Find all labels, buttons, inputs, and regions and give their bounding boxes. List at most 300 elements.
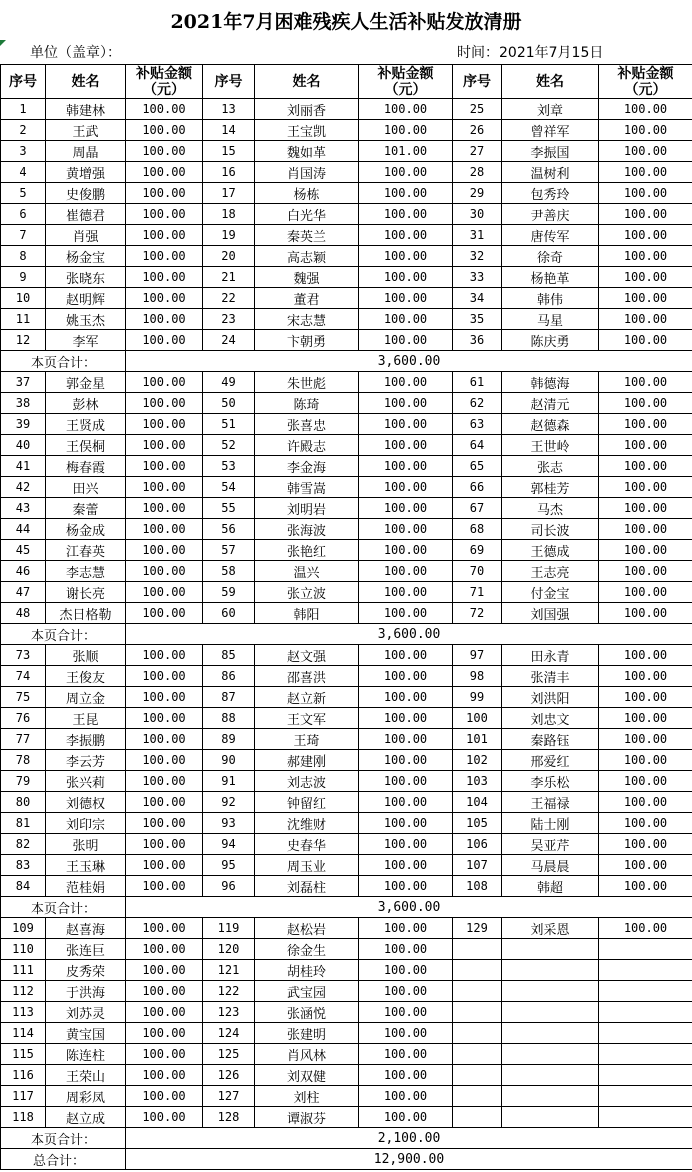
seq-cell: 43 <box>1 498 46 519</box>
seq-cell: 83 <box>1 855 46 876</box>
name-cell: 武宝园 <box>255 981 359 1002</box>
table-row <box>1 813 692 834</box>
seq-cell: 100 <box>453 708 502 729</box>
name-cell: 彭林 <box>46 393 126 414</box>
seq-cell: 42 <box>1 477 46 498</box>
name-cell: 张晓东 <box>46 267 126 288</box>
name-cell: 于洪海 <box>46 981 126 1002</box>
amount-cell: 100.00 <box>359 393 453 414</box>
seq-cell: 71 <box>453 582 502 603</box>
empty-cell <box>599 939 692 960</box>
seq-cell: 24 <box>203 330 255 351</box>
amount-cell: 100.00 <box>126 183 203 204</box>
empty-cell <box>502 1023 599 1044</box>
seq-cell: 101 <box>453 729 502 750</box>
table-row <box>1 1023 692 1044</box>
seq-cell: 91 <box>203 771 255 792</box>
header-amount: 补贴金额 （元） <box>359 65 453 99</box>
amount-cell: 100.00 <box>359 540 453 561</box>
name-cell: 唐传军 <box>502 225 599 246</box>
header-seq: 序号 <box>203 65 255 99</box>
amount-cell: 101.00 <box>359 141 453 162</box>
header-name: 姓名 <box>255 65 359 99</box>
seq-cell: 2 <box>1 120 46 141</box>
seq-cell: 123 <box>203 1002 255 1023</box>
amount-cell: 100.00 <box>126 435 203 456</box>
table-row <box>1 729 692 750</box>
amount-cell: 100.00 <box>359 729 453 750</box>
name-cell: 陈连柱 <box>46 1044 126 1065</box>
name-cell: 郝建刚 <box>255 750 359 771</box>
table-row <box>1 330 692 351</box>
name-cell: 张涵悦 <box>255 1002 359 1023</box>
table-row <box>1 561 692 582</box>
name-cell: 江春英 <box>46 540 126 561</box>
seq-cell: 102 <box>453 750 502 771</box>
seq-cell: 68 <box>453 519 502 540</box>
name-cell: 黄宝国 <box>46 1023 126 1044</box>
name-cell: 赵德森 <box>502 414 599 435</box>
amount-cell: 100.00 <box>126 498 203 519</box>
seq-cell: 104 <box>453 792 502 813</box>
amount-cell: 100.00 <box>126 981 203 1002</box>
table-row <box>1 981 692 1002</box>
name-cell: 王昆 <box>46 708 126 729</box>
name-cell: 刘磊柱 <box>255 876 359 897</box>
seq-cell: 63 <box>453 414 502 435</box>
table-row <box>1 645 692 666</box>
amount-cell: 100.00 <box>359 99 453 120</box>
seq-cell: 1 <box>1 99 46 120</box>
name-cell: 马晨晨 <box>502 855 599 876</box>
seq-cell: 10 <box>1 288 46 309</box>
amount-cell: 100.00 <box>126 561 203 582</box>
table-row <box>1 435 692 456</box>
name-cell: 梅春霞 <box>46 456 126 477</box>
name-cell: 张喜忠 <box>255 414 359 435</box>
seq-cell: 18 <box>203 204 255 225</box>
table-row <box>1 750 692 771</box>
name-cell: 史春华 <box>255 834 359 855</box>
seq-cell: 5 <box>1 183 46 204</box>
seq-cell: 99 <box>453 687 502 708</box>
seq-cell: 97 <box>453 645 502 666</box>
name-cell: 刘忠文 <box>502 708 599 729</box>
amount-cell: 100.00 <box>126 519 203 540</box>
amount-cell: 100.00 <box>126 456 203 477</box>
subsidy-table <box>0 64 692 1170</box>
empty-cell <box>453 1065 502 1086</box>
name-cell: 钟留红 <box>255 792 359 813</box>
name-cell: 王福禄 <box>502 792 599 813</box>
name-cell: 司长波 <box>502 519 599 540</box>
amount-cell: 100.00 <box>126 1107 203 1128</box>
header-amount: 补贴金额 （元） <box>126 65 203 99</box>
amount-cell: 100.00 <box>126 330 203 351</box>
amount-cell: 100.00 <box>359 498 453 519</box>
name-cell: 刘国强 <box>502 603 599 624</box>
name-cell: 韩雪嵩 <box>255 477 359 498</box>
amount-cell: 100.00 <box>359 414 453 435</box>
empty-cell <box>502 981 599 1002</box>
seq-cell: 84 <box>1 876 46 897</box>
empty-cell <box>502 939 599 960</box>
name-cell: 卞朝勇 <box>255 330 359 351</box>
seq-cell: 127 <box>203 1086 255 1107</box>
name-cell: 肖国涛 <box>255 162 359 183</box>
amount-cell: 100.00 <box>359 855 453 876</box>
name-cell: 杰日格勒 <box>46 603 126 624</box>
name-cell: 王俣桐 <box>46 435 126 456</box>
seq-cell: 116 <box>1 1065 46 1086</box>
amount-cell: 100.00 <box>599 687 692 708</box>
name-cell: 秦路钰 <box>502 729 599 750</box>
amount-cell: 100.00 <box>599 477 692 498</box>
table-row <box>1 267 692 288</box>
header-row <box>1 65 692 99</box>
seq-cell: 40 <box>1 435 46 456</box>
name-cell: 李云芳 <box>46 750 126 771</box>
amount-cell: 100.00 <box>359 666 453 687</box>
name-cell: 张立波 <box>255 582 359 603</box>
seq-cell: 3 <box>1 141 46 162</box>
amount-cell: 100.00 <box>359 981 453 1002</box>
amount-cell: 100.00 <box>126 204 203 225</box>
seq-cell: 70 <box>453 561 502 582</box>
amount-cell: 100.00 <box>359 708 453 729</box>
seq-cell: 33 <box>453 267 502 288</box>
amount-cell: 100.00 <box>359 246 453 267</box>
amount-cell: 100.00 <box>599 330 692 351</box>
amount-cell: 100.00 <box>126 813 203 834</box>
seq-cell: 124 <box>203 1023 255 1044</box>
empty-cell <box>502 1044 599 1065</box>
seq-cell: 128 <box>203 1107 255 1128</box>
amount-cell: 100.00 <box>599 183 692 204</box>
name-cell: 姚玉杰 <box>46 309 126 330</box>
seq-cell: 44 <box>1 519 46 540</box>
amount-cell: 100.00 <box>359 225 453 246</box>
seq-cell: 77 <box>1 729 46 750</box>
amount-cell: 100.00 <box>359 1107 453 1128</box>
seq-cell: 25 <box>453 99 502 120</box>
seq-cell: 121 <box>203 960 255 981</box>
seq-cell: 92 <box>203 792 255 813</box>
seq-cell: 27 <box>453 141 502 162</box>
amount-cell: 100.00 <box>599 750 692 771</box>
amount-cell: 100.00 <box>599 435 692 456</box>
amount-cell: 100.00 <box>126 771 203 792</box>
amount-cell: 100.00 <box>126 225 203 246</box>
amount-cell: 100.00 <box>359 288 453 309</box>
name-cell: 马杰 <box>502 498 599 519</box>
amount-cell: 100.00 <box>126 288 203 309</box>
seq-cell: 96 <box>203 876 255 897</box>
seq-cell: 51 <box>203 414 255 435</box>
seq-cell: 76 <box>1 708 46 729</box>
amount-cell: 100.00 <box>599 162 692 183</box>
amount-cell: 100.00 <box>126 99 203 120</box>
name-cell: 宋志慧 <box>255 309 359 330</box>
seq-cell: 14 <box>203 120 255 141</box>
name-cell: 谭淑芬 <box>255 1107 359 1128</box>
seq-cell: 61 <box>453 372 502 393</box>
seq-cell: 111 <box>1 960 46 981</box>
seq-cell: 89 <box>203 729 255 750</box>
amount-cell: 100.00 <box>359 330 453 351</box>
seq-cell: 16 <box>203 162 255 183</box>
page-title: 2021年7月困难残疾人生活补贴发放清册 <box>170 11 522 33</box>
subtotal-label: 本页合计： <box>1 351 126 372</box>
name-cell: 王琦 <box>255 729 359 750</box>
subtotal-label: 本页合计： <box>1 624 126 645</box>
subtotal-row <box>1 1128 692 1149</box>
name-cell: 郭桂芳 <box>502 477 599 498</box>
seq-cell: 109 <box>1 918 46 939</box>
subtotal-label: 本页合计： <box>1 897 126 918</box>
table-row <box>1 288 692 309</box>
amount-cell: 100.00 <box>126 603 203 624</box>
seq-cell: 117 <box>1 1086 46 1107</box>
table-row <box>1 99 692 120</box>
seq-cell: 118 <box>1 1107 46 1128</box>
amount-cell: 100.00 <box>359 582 453 603</box>
seq-cell: 46 <box>1 561 46 582</box>
name-cell: 温兴 <box>255 561 359 582</box>
name-cell: 郭金星 <box>46 372 126 393</box>
amount-cell: 100.00 <box>599 204 692 225</box>
amount-cell: 100.00 <box>599 918 692 939</box>
name-cell: 邵喜洪 <box>255 666 359 687</box>
amount-cell: 100.00 <box>126 267 203 288</box>
amount-cell: 100.00 <box>126 141 203 162</box>
seq-cell: 9 <box>1 267 46 288</box>
amount-cell: 100.00 <box>126 1065 203 1086</box>
name-cell: 张艳红 <box>255 540 359 561</box>
amount-cell: 100.00 <box>599 141 692 162</box>
amount-cell: 100.00 <box>599 666 692 687</box>
amount-cell: 100.00 <box>126 540 203 561</box>
amount-cell: 100.00 <box>126 120 203 141</box>
name-cell: 范桂娟 <box>46 876 126 897</box>
name-cell: 肖强 <box>46 225 126 246</box>
table-row <box>1 309 692 330</box>
amount-cell: 100.00 <box>359 267 453 288</box>
amount-cell: 100.00 <box>599 246 692 267</box>
name-cell: 皮秀荣 <box>46 960 126 981</box>
seq-cell: 39 <box>1 414 46 435</box>
seq-cell: 64 <box>453 435 502 456</box>
amount-cell: 100.00 <box>599 876 692 897</box>
seq-cell: 45 <box>1 540 46 561</box>
table-row <box>1 540 692 561</box>
name-cell: 沈维财 <box>255 813 359 834</box>
name-cell: 李振鹏 <box>46 729 126 750</box>
seq-cell: 22 <box>203 288 255 309</box>
table-row <box>1 687 692 708</box>
name-cell: 赵清元 <box>502 393 599 414</box>
amount-cell: 100.00 <box>599 519 692 540</box>
seq-cell: 107 <box>453 855 502 876</box>
seq-cell: 74 <box>1 666 46 687</box>
seq-cell: 90 <box>203 750 255 771</box>
table-row <box>1 1044 692 1065</box>
name-cell: 张兴莉 <box>46 771 126 792</box>
table-row <box>1 834 692 855</box>
table-row <box>1 792 692 813</box>
seq-cell: 60 <box>203 603 255 624</box>
name-cell: 王武 <box>46 120 126 141</box>
seq-cell: 7 <box>1 225 46 246</box>
grand-total-row <box>1 1149 692 1170</box>
name-cell: 徐奇 <box>502 246 599 267</box>
name-cell: 温树利 <box>502 162 599 183</box>
empty-cell <box>599 1044 692 1065</box>
name-cell: 王俊友 <box>46 666 126 687</box>
name-cell: 董君 <box>255 288 359 309</box>
seq-cell: 56 <box>203 519 255 540</box>
subtotal-row <box>1 351 692 372</box>
table-row <box>1 1065 692 1086</box>
name-cell: 李军 <box>46 330 126 351</box>
name-cell: 张清丰 <box>502 666 599 687</box>
amount-cell: 100.00 <box>126 708 203 729</box>
name-cell: 肖风林 <box>255 1044 359 1065</box>
seq-cell: 55 <box>203 498 255 519</box>
seq-cell: 31 <box>453 225 502 246</box>
amount-cell: 100.00 <box>599 456 692 477</box>
seq-cell: 52 <box>203 435 255 456</box>
table-body <box>1 99 692 1170</box>
seq-cell: 72 <box>453 603 502 624</box>
amount-cell: 100.00 <box>359 792 453 813</box>
empty-cell <box>502 1107 599 1128</box>
empty-cell <box>599 1086 692 1107</box>
name-cell: 马星 <box>502 309 599 330</box>
table-row <box>1 960 692 981</box>
seq-cell: 29 <box>453 183 502 204</box>
name-cell: 张海波 <box>255 519 359 540</box>
amount-cell: 100.00 <box>359 561 453 582</box>
seq-cell: 129 <box>453 918 502 939</box>
table-row <box>1 372 692 393</box>
name-cell: 曾祥军 <box>502 120 599 141</box>
empty-cell <box>599 1065 692 1086</box>
name-cell: 王德成 <box>502 540 599 561</box>
amount-cell: 100.00 <box>126 309 203 330</box>
subtotal-row <box>1 624 692 645</box>
seq-cell: 112 <box>1 981 46 1002</box>
name-cell: 徐金生 <box>255 939 359 960</box>
name-cell: 王志亮 <box>502 561 599 582</box>
table-row <box>1 498 692 519</box>
name-cell: 高志颖 <box>255 246 359 267</box>
seq-cell: 122 <box>203 981 255 1002</box>
name-cell: 魏强 <box>255 267 359 288</box>
amount-cell: 100.00 <box>359 120 453 141</box>
amount-cell: 100.00 <box>359 435 453 456</box>
seq-cell: 36 <box>453 330 502 351</box>
amount-cell: 100.00 <box>359 456 453 477</box>
seq-cell: 21 <box>203 267 255 288</box>
table-row <box>1 456 692 477</box>
name-cell: 张志 <box>502 456 599 477</box>
cell-indicator-icon <box>0 40 6 46</box>
name-cell: 崔德君 <box>46 204 126 225</box>
seq-cell: 67 <box>453 498 502 519</box>
amount-cell: 100.00 <box>359 1044 453 1065</box>
header-seq: 序号 <box>1 65 46 99</box>
table-row <box>1 876 692 897</box>
amount-cell: 100.00 <box>126 477 203 498</box>
name-cell: 周晶 <box>46 141 126 162</box>
amount-cell: 100.00 <box>359 960 453 981</box>
name-cell: 朱世彪 <box>255 372 359 393</box>
amount-cell: 100.00 <box>359 1086 453 1107</box>
name-cell: 韩阳 <box>255 603 359 624</box>
empty-cell <box>599 981 692 1002</box>
header-name: 姓名 <box>502 65 599 99</box>
subtotal-row <box>1 897 692 918</box>
amount-cell: 100.00 <box>359 876 453 897</box>
seq-cell: 58 <box>203 561 255 582</box>
table-row <box>1 162 692 183</box>
seq-cell: 80 <box>1 792 46 813</box>
empty-cell <box>599 1002 692 1023</box>
table-row <box>1 120 692 141</box>
name-cell: 包秀玲 <box>502 183 599 204</box>
amount-cell: 100.00 <box>599 414 692 435</box>
amount-cell: 100.00 <box>126 666 203 687</box>
amount-cell: 100.00 <box>359 372 453 393</box>
table-row <box>1 225 692 246</box>
name-cell: 邢爱红 <box>502 750 599 771</box>
name-cell: 秦英兰 <box>255 225 359 246</box>
amount-cell: 100.00 <box>359 813 453 834</box>
name-cell: 周立金 <box>46 687 126 708</box>
name-cell: 魏如革 <box>255 141 359 162</box>
name-cell: 刘明岩 <box>255 498 359 519</box>
seq-cell: 81 <box>1 813 46 834</box>
name-cell: 赵喜海 <box>46 918 126 939</box>
grand-total-label: 总合计： <box>1 1149 126 1170</box>
name-cell: 赵明辉 <box>46 288 126 309</box>
amount-cell: 100.00 <box>359 603 453 624</box>
name-cell: 周彩凤 <box>46 1086 126 1107</box>
name-cell: 刘印宗 <box>46 813 126 834</box>
name-cell: 张连巨 <box>46 939 126 960</box>
seq-cell: 106 <box>453 834 502 855</box>
empty-cell <box>502 1086 599 1107</box>
amount-cell: 100.00 <box>359 162 453 183</box>
seq-cell: 20 <box>203 246 255 267</box>
amount-cell: 100.00 <box>599 792 692 813</box>
seq-cell: 28 <box>453 162 502 183</box>
seq-cell: 49 <box>203 372 255 393</box>
name-cell: 刘志波 <box>255 771 359 792</box>
amount-cell: 100.00 <box>599 540 692 561</box>
seq-cell: 48 <box>1 603 46 624</box>
name-cell: 张顺 <box>46 645 126 666</box>
seq-cell: 4 <box>1 162 46 183</box>
amount-cell: 100.00 <box>599 288 692 309</box>
amount-cell: 100.00 <box>359 918 453 939</box>
amount-cell: 100.00 <box>126 582 203 603</box>
name-cell: 刘丽香 <box>255 99 359 120</box>
seq-cell: 125 <box>203 1044 255 1065</box>
seq-cell: 19 <box>203 225 255 246</box>
name-cell: 王文军 <box>255 708 359 729</box>
